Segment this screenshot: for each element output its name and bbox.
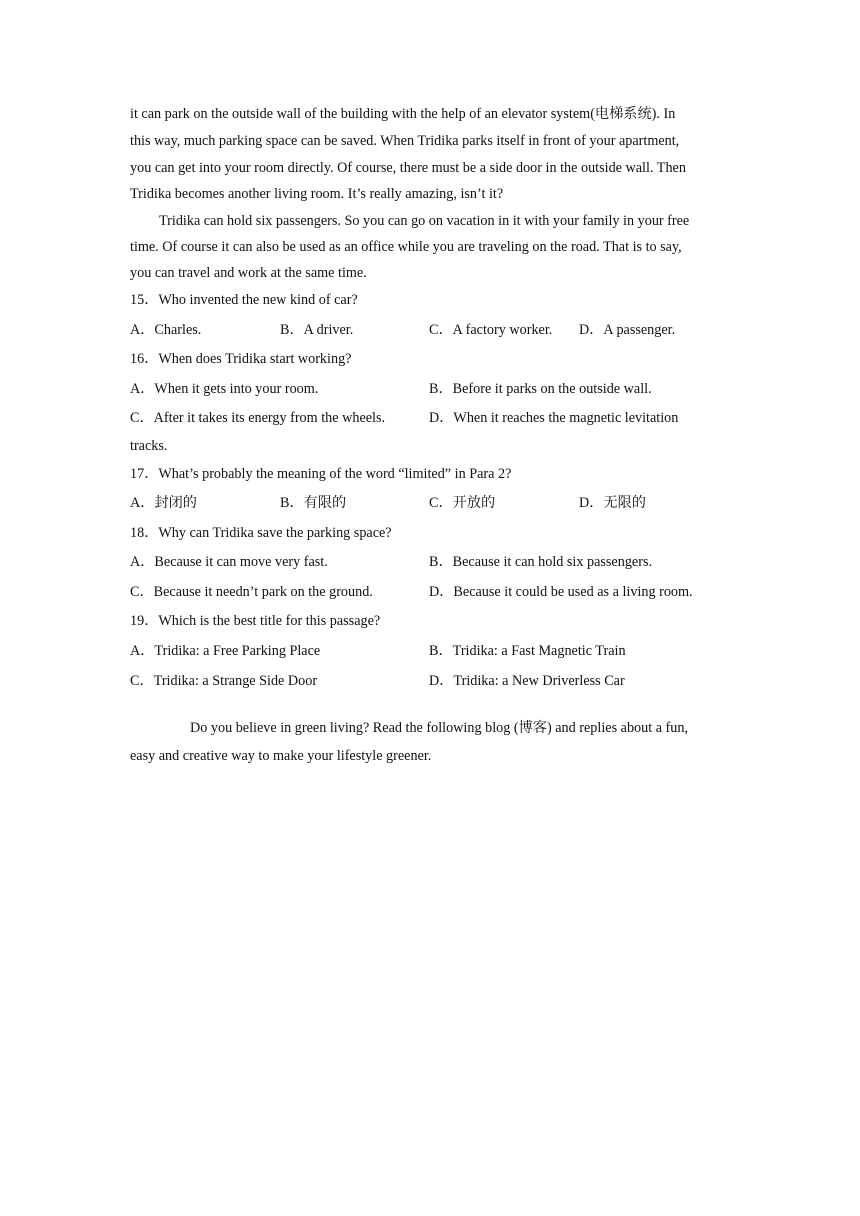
passage-line: Tridika can hold six passengers. So you can go on vacation in it with your family in your free — [159, 213, 690, 229]
question-stem: 18．Why can Tridika save the parking space? — [130, 525, 392, 541]
question-stem: 17．What’s probably the meaning of the word “limited” in Para 2? — [130, 466, 512, 482]
option-c: C．Because it needn’t park on the ground. — [130, 584, 373, 600]
option-c: C．After it takes its energy from the wheels. — [130, 410, 386, 426]
option-b: B．Because it can hold six passengers. — [429, 554, 653, 570]
option-a: A．Tridika: a Free Parking Place — [130, 643, 321, 659]
question-stem: 15．Who invented the new kind of car? — [130, 292, 358, 308]
section-intro-line: Do you believe in green living? Read the following blog (博客) and replies about a fun, — [190, 720, 689, 736]
option-b: B．Before it parks on the outside wall. — [429, 381, 652, 397]
option-a: A．Because it can move very fast. — [130, 554, 328, 570]
section-intro-line: easy and creative way to make your lifestyle greener. — [130, 748, 432, 764]
option-b: B．有限的 — [280, 495, 347, 511]
option-a: A．When it gets into your room. — [130, 381, 319, 397]
passage-line: it can park on the outside wall of the building with the help of an elevator system(电梯系统). In — [130, 106, 676, 122]
passage-line: Tridika becomes another living room. It’s really amazing, isn’t it? — [130, 186, 504, 202]
passage-line: you can travel and work at the same time. — [130, 265, 367, 281]
passage-line: time. Of course it can also be used as an office while you are traveling on the road. That is to say, — [130, 239, 682, 255]
option-a: A．Charles. — [130, 322, 202, 338]
option-b: B．A driver. — [280, 322, 354, 338]
option-d: D．Tridika: a New Driverless Car — [429, 673, 625, 689]
option-d: D．Because it could be used as a living room. — [429, 584, 693, 600]
option-d: D．A passenger. — [579, 322, 676, 338]
option-c: C．Tridika: a Strange Side Door — [130, 673, 318, 689]
option-b: B．Tridika: a Fast Magnetic Train — [429, 643, 626, 659]
option-c: C．开放的 — [429, 495, 496, 511]
option-continuation: tracks. — [130, 438, 168, 454]
question-stem: 19．Which is the best title for this passage? — [130, 613, 381, 629]
option-a: A．封闭的 — [130, 495, 197, 511]
option-d: D．When it reaches the magnetic levitation — [429, 410, 679, 426]
passage-line: this way, much parking space can be saved. When Tridika parks itself in front of your apartment, — [130, 133, 680, 149]
option-c: C．A factory worker. — [429, 322, 553, 338]
option-d: D．无限的 — [579, 495, 646, 511]
passage-line: you can get into your room directly. Of course, there must be a side door in the outside wall. Then — [130, 160, 686, 176]
question-stem: 16．When does Tridika start working? — [130, 351, 352, 367]
